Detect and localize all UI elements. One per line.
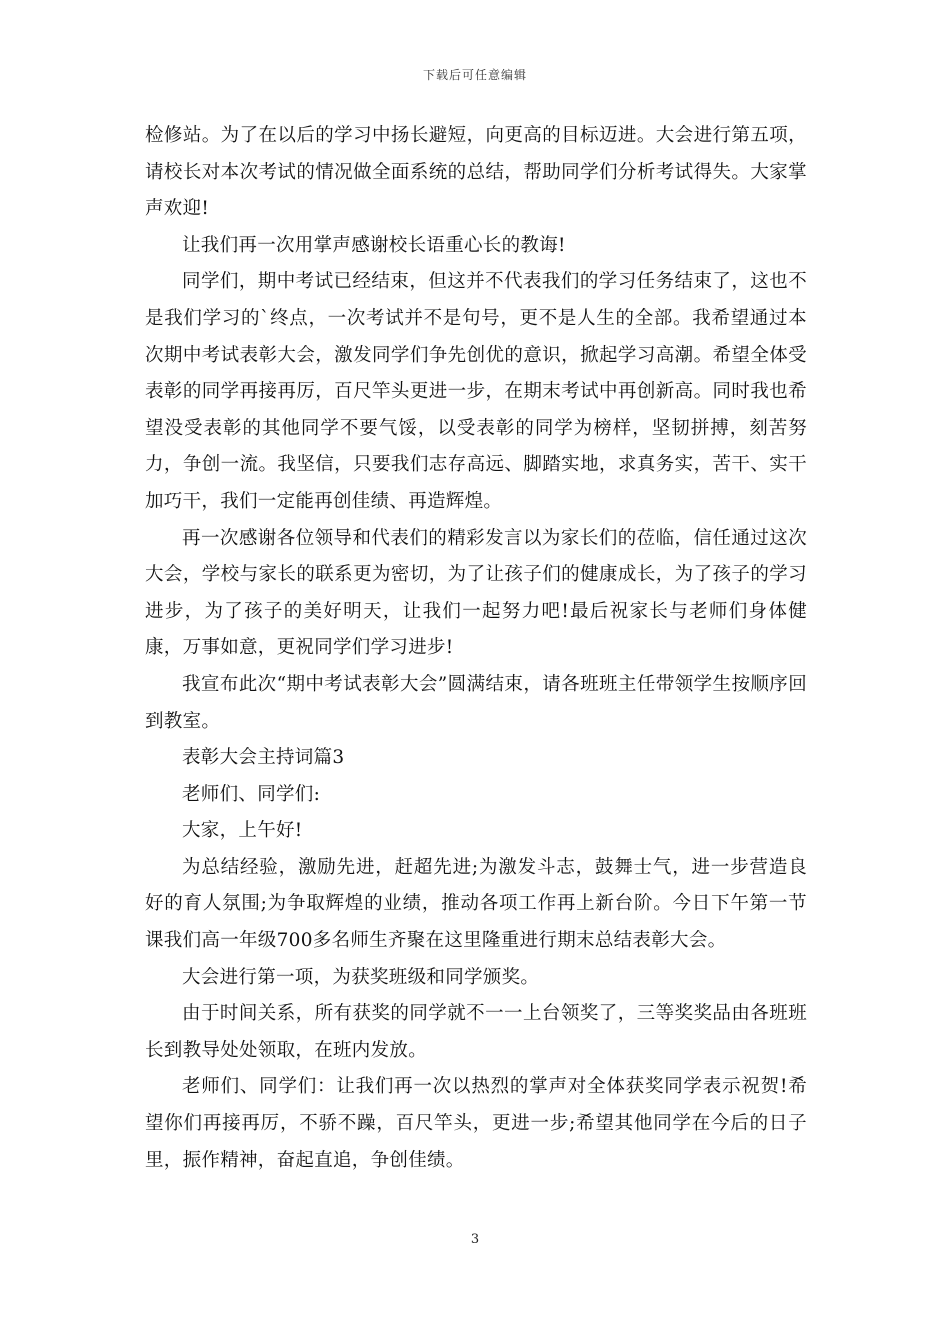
salutation: 老师们、同学们: xyxy=(182,783,321,805)
paragraph: 让我们再一次用掌声感谢校长语重心长的教诲! xyxy=(182,234,566,256)
paragraph: 再一次感谢各位领导和代表们的精彩发言以为家长们的莅临，信任通过这次大会，学校与家长的联系更为密切，为了让孩子们的健康成长，为了孩子的学习进步，为了孩子的美好明天，让我们一起努力吧!最后祝家长与老师们身体健康，万事如意，更祝同学们学习进步! xyxy=(145,527,807,659)
paragraph: 同学们，期中考试已经结束，但这并不代表我们的学习任务结束了，这也不是我们学习的`终点，一次考试并不是句号，更不是人生的全部。我希望通过本次期中考试表彰大会，激发同学们争先创优的意识，掀起学习高潮。希望全体受表彰的同学再接再厉，百尺竿头更进一步，在期末考试中再创新高。同时我也希望没受表彰的其他同学不要气馁，以受表彰的同学为榜样，坚韧拼搏，刻苦努力，争创一流。我坚信，只要我们志存高远、脚踏实地，求真务实，苦干、实干加巧干，我们一定能再创佳绩、再造辉煌。 xyxy=(145,271,807,512)
paragraph: 我宣布此次“期中考试表彰大会”圆满结束，请各班班主任带领学生按顺序回到教室。 xyxy=(145,673,807,732)
paragraph: 为总结经验，激励先进，赶超先进;为激发斗志，鼓舞士气，进一步营造良好的育人氛围;为争取辉煌的业绩，推动各项工作再上新台阶。今日下午第一节课我们高一年级700多名师生齐聚在这里隆重进行期末总结表彰大会。 xyxy=(145,856,807,952)
page-header: 下载后可任意编辑 xyxy=(422,68,527,82)
paragraph: 大会进行第一项，为获奖班级和同学颁奖。 xyxy=(182,966,540,988)
section-title: 表彰大会主持词篇3 xyxy=(182,747,345,769)
page-number: 3 xyxy=(470,1232,480,1247)
greeting: 大家，上午好! xyxy=(182,820,303,842)
paragraph-continuation: 检修站。为了在以后的学习中扬长避短，向更高的目标迈进。大会进行第五项，请校长对本次考试的情况做全面系统的总结，帮助同学们分析考试得失。大家掌声欢迎! xyxy=(145,125,807,220)
paragraph: 由于时间关系，所有获奖的同学就不一一上台领奖了，三等奖奖品由各班班长到教导处处领取，在班内发放。 xyxy=(145,1003,807,1061)
document-body xyxy=(145,118,807,1179)
paragraph: 老师们、同学们：让我们再一次以热烈的掌声对全体获奖同学表示祝贺!希望你们再接再厉，不骄不躁，百尺竿头，更进一步;希望其他同学在今后的日子里，振作精神，奋起直追，争创佳绩。 xyxy=(145,1076,807,1171)
